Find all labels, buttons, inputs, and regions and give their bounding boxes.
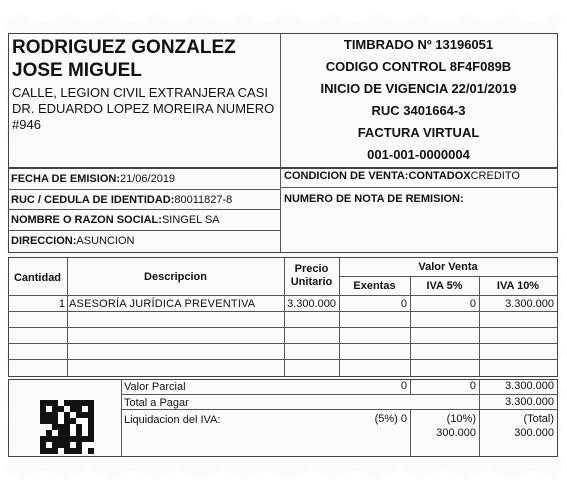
col-line xyxy=(121,379,122,456)
fecha-emision xyxy=(11,173,175,185)
row-line xyxy=(121,394,557,395)
cell-iva10: 3.300.000 xyxy=(505,298,554,310)
header-valor-venta: Valor Venta xyxy=(418,261,478,273)
qr-code xyxy=(40,400,94,454)
row-line xyxy=(8,209,281,210)
qr-module xyxy=(88,448,94,454)
codigo-control: CODIGO CONTROL 8F4F089B xyxy=(325,59,512,74)
condicion-label: CONDICION DE VENTA: xyxy=(284,170,409,182)
issuer-name-line2: JOSE MIGUEL xyxy=(12,60,142,81)
row-line xyxy=(8,189,281,190)
header-exentas: Exentas xyxy=(353,280,396,292)
parcial-exentas: 0 xyxy=(400,380,407,392)
issuer-address-line3: #946 xyxy=(12,117,41,132)
condicion-venta xyxy=(284,170,520,182)
liquidacion-total-value: 300.000 xyxy=(514,427,554,439)
row-line xyxy=(339,276,557,277)
stamp-ruc: RUC 3401664-3 xyxy=(371,103,466,118)
direccion-value: ASUNCION xyxy=(76,235,135,247)
cell-descripcion: ASESORÍA JURÍDICA PREVENTIVA xyxy=(69,298,256,310)
valor-parcial-label: Valor Parcial xyxy=(124,381,186,393)
row-line xyxy=(8,230,281,231)
issuer-name-line1: RODRIGUEZ GONZALEZ xyxy=(12,37,236,58)
direccion-label: DIRECCION: xyxy=(11,235,77,247)
fecha-label: FECHA DE EMISION: xyxy=(11,173,120,185)
condicion-credito: CREDITO xyxy=(470,170,520,182)
condicion-contado: CONTADO xyxy=(408,170,464,182)
row-line xyxy=(8,295,557,296)
header-precio-2: Unitario xyxy=(290,276,333,288)
direccion xyxy=(11,235,134,247)
razon-value: SINGEL SA xyxy=(161,214,220,226)
row-line xyxy=(121,409,557,410)
issuer-address-line1: CALLE, LEGION CIVIL EXTRANJERA CASI xyxy=(12,85,268,100)
cell-iva5: 0 xyxy=(469,298,476,310)
liquidacion-10-label: (10%) xyxy=(446,413,476,425)
cell-precio: 3.300.000 xyxy=(287,298,336,310)
liquidacion-total-label: (Total) xyxy=(523,413,554,425)
row-line xyxy=(8,327,557,328)
header-precio-1: Precio xyxy=(294,263,329,275)
header-cantidad: Cantidad xyxy=(13,272,62,284)
total-pagar-value: 3.300.000 xyxy=(505,396,554,408)
razon-social xyxy=(11,214,220,226)
ruc-value: 80011827-8 xyxy=(174,194,233,206)
total-pagar-label: Total a Pagar xyxy=(124,397,189,409)
header-descripcion: Descripcion xyxy=(144,271,207,283)
liquidacion-5: (5%) 0 xyxy=(374,413,407,425)
row-line xyxy=(8,343,557,344)
invoice-number: 001-001-0000004 xyxy=(367,147,470,162)
inicio-vigencia: INICIO DE VIGENCIA 22/01/2019 xyxy=(320,81,517,96)
razon-label: NOMBRE O RAZON SOCIAL: xyxy=(11,214,162,226)
parcial-iva10: 3.300.000 xyxy=(505,380,554,392)
header-iva5: IVA 5% xyxy=(426,280,463,292)
issuer-address-line2: DR. EDUARDO LOPEZ MOREIRA NUMERO xyxy=(12,101,275,116)
liquidacion-label: Liquidacion del IVA: xyxy=(124,414,221,426)
parcial-iva5: 0 xyxy=(469,380,476,392)
ruc-cliente xyxy=(11,194,232,206)
cell-exentas: 0 xyxy=(400,298,407,310)
liquidacion-10-value: 300.000 xyxy=(436,427,476,439)
row-line xyxy=(8,311,557,312)
nota-remision-label: NUMERO DE NOTA DE REMISION: xyxy=(284,193,464,205)
header-iva10: IVA 10% xyxy=(496,280,540,292)
timbrado-number: TIMBRADO Nº 13196051 xyxy=(343,37,494,52)
row-line xyxy=(8,359,557,360)
condicion-mark: X xyxy=(463,170,471,182)
fecha-value: 21/06/2019 xyxy=(120,173,176,185)
document-type: FACTURA VIRTUAL xyxy=(357,125,480,140)
ruc-label: RUC / CEDULA DE IDENTIDAD: xyxy=(11,194,175,206)
row-line xyxy=(281,187,557,188)
cell-cantidad: 1 xyxy=(58,298,65,310)
